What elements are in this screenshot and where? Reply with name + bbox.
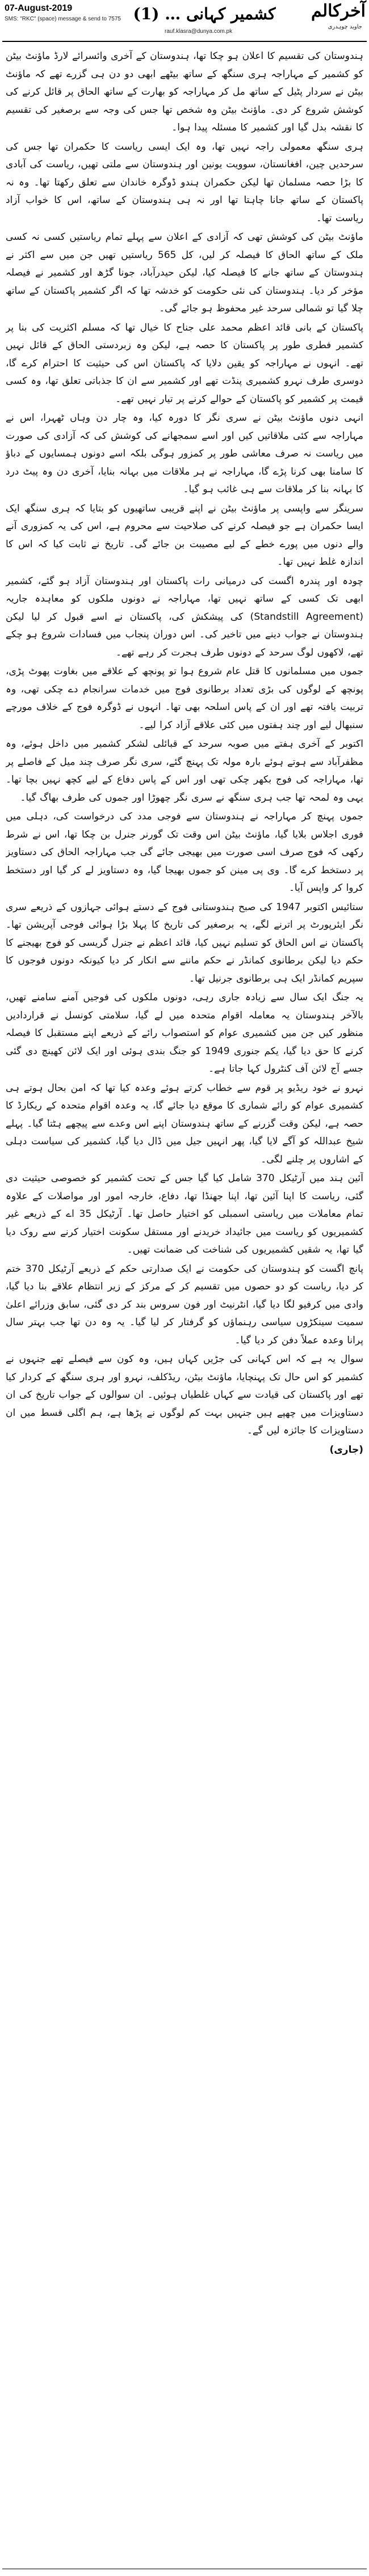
paragraph: ہندوستان کی تقسیم کا اعلان ہو چکا تھا، ہندوستان کے آخری وائسرائے لارڈ ماؤنٹ بیٹن کو کشمیر کے مہاراجہ ہری سنگھ کے ساتھ بیٹھے ابھی دو دن ہی گزرے تھے کہ ماؤنٹ بیٹن نے سردار پٹیل کے ساتھ مل کر مہاراجہ کو بھارت کے ساتھ الحاق پر قائل کرنے کی کوشش شروع کر دی۔ ماؤنٹ بیٹن وہ شخص تھا جس کی وجہ سے برصغیر کی تقسیم کا نقشہ بدل گیا اور کشمیر کا مسئلہ پیدا ہوا۔ bbox=[6, 50, 363, 133]
paragraph: پاکستان کے بانی قائد اعظم محمد علی جناح کا خیال تھا کہ مسلم اکثریت کی بنا پر کشمیر فطری طور پر پاکستان کا حصہ ہے، لیکن وہ زبردستی الحاق کے قائل نہیں تھے۔ انہوں نے مہاراجہ کو یقین دلایا کہ پاکستان اس کی حیثیت کا احترام کرے گا، دوسری طرف نہرو کشمیری پنڈت تھے اور کشمیر سے ان کا جذباتی تعلق تھا، وہ کسی قیمت پر کشمیر کو پاکستان کے حوالے کرنے پر تیار نہیں تھے۔ bbox=[6, 322, 363, 405]
paragraph: چودہ اور پندرہ اگست کی درمیانی رات پاکستان اور ہندوستان آزاد ہو گئے، کشمیر ابھی تک کسی کے ساتھ نہیں تھا، مہاراجہ نے دونوں ملکوں کو معاہدہ جاریہ (Standstill Agreement) کی پیشکش کی، پاکستان نے اسے قبول کر لیا لیکن ہندوستان نے جواب دینے میں تاخیر کی۔ اس دوران پنجاب میں فسادات شروع ہو چکے تھے، لاکھوں لوگ سرحد کے دونوں طرف ہجرت کر رہے تھے۔ bbox=[6, 575, 363, 658]
author-email[interactable]: rauf.klasra@dunya.com.pk bbox=[165, 28, 233, 35]
article-title: کشمیر کہانی … (1) bbox=[133, 5, 276, 23]
column-header bbox=[0, 0, 369, 41]
paragraph: انہی دنوں ماؤنٹ بیٹن نے سری نگر کا دورہ کیا، وہ چار دن وہاں ٹھہرا، اس نے مہاراجہ سے کئی ملاقاتیں کیں اور اسے سمجھانے کی کوشش کی کہ آزادی کی صورت میں ریاست نہ صرف معاشی طور پر کمزور ہوگی بلکہ اسے دونوں ہمسایوں کے دباؤ کا سامنا بھی کرنا پڑے گا، مہاراجہ نے ہر ملاقات میں بہانہ بنایا، آخری دن وہ پیٹ درد کا بہانہ بنا کر ملاقات سے ہی غائب ہو گیا۔ bbox=[6, 412, 363, 495]
publish-date: 07-August-2019 bbox=[5, 3, 73, 13]
article-body bbox=[6, 48, 363, 2565]
header-divider bbox=[2, 41, 367, 42]
paragraph: آئین ہند میں آرٹیکل 370 شامل کیا گیا جس کے تحت کشمیر کو خصوصی حیثیت دی گئی، ریاست کا اپنا آئین تھا، اپنا جھنڈا تھا، دفاع، خارجہ امور اور مواصلات کے علاوہ تمام معاملات میں ریاستی اسمبلی کو اختیار حاصل تھا۔ آرٹیکل 35 اے کے ذریعے غیر کشمیریوں کو ریاست میں جائیداد خریدنے اور مستقل سکونت اختیار کرنے سے روک دیا گیا تھا، یہ شقیں کشمیریوں کی شناخت کی ضمانت تھیں۔ bbox=[6, 1173, 363, 1255]
paragraph: ہری سنگھ معمولی راجہ نہیں تھا، وہ ایک ایسی ریاست کا حکمران تھا جس کی سرحدیں چین، افغانستان، سوویت یونین اور ہندوستان سے ملتی تھیں، ریاست کی آبادی کا بڑا حصہ مسلمان تھا لیکن حکمران ہندو ڈوگرہ خاندان سے تعلق رکھتا تھا۔ وہ نہ پاکستان کے ساتھ جانا چاہتا تھا اور نہ ہی ہندوستان کے ساتھ، اس کا خواب آزاد ریاست تھا۔ bbox=[6, 141, 363, 224]
logo-subtitle: جاوید چوہدری bbox=[328, 24, 362, 30]
paragraph: جموں میں مسلمانوں کا قتل عام شروع ہوا تو پونچھ کے علاقے میں بغاوت پھوٹ پڑی، پونچھ کے لوگوں کی بڑی تعداد برطانوی فوج میں خدمات سرانجام دے چکی تھی، وہ تربیت یافتہ تھے اور ان کے پاس اسلحہ بھی تھا۔ انہوں نے ڈوگرہ فوج کے خلاف مورچے سنبھال لیے اور چند ہفتوں میں کئی علاقے آزاد کرا لیے۔ bbox=[6, 666, 363, 731]
paragraph: ماؤنٹ بیٹن کی کوشش تھی کہ آزادی کے اعلان سے پہلے تمام ریاستیں کسی نہ کسی ملک کے ساتھ الحاق کا فیصلہ کر لیں، کل 565 ریاستیں تھیں جن میں سے اکثر نے ہندوستان کے ساتھ جانے کا فیصلہ کیا، لیکن حیدرآباد، جونا گڑھ اور کشمیر نے فیصلہ مؤخر کر دیا۔ ہندوستان کی نئی حکومت کو خدشہ تھا کہ اگر کشمیر پاکستان کے ساتھ چلا گیا تو شمالی سرحد غیر محفوظ ہو جائے گی۔ bbox=[6, 231, 363, 314]
paragraph: پانچ اگست کو ہندوستان کی حکومت نے ایک صدارتی حکم کے ذریعے آرٹیکل 370 ختم کر دیا، ریاست کو دو حصوں میں تقسیم کر کے مرکز کے زیر انتظام علاقے بنا دیا گیا، وادی میں کرفیو لگا دیا گیا، انٹرنیٹ اور فون سروس بند کر دی گئی، سابق وزرائے اعلیٰ سمیت سینکڑوں سیاسی رہنماؤں کو گرفتار کر لیا گیا۔ یہ وہ دن تھا جب بہتر سال پرانا وعدہ عملاً دفن کر دیا گیا۔ bbox=[6, 1263, 363, 1346]
paragraph: جموں پہنچ کر مہاراجہ نے ہندوستان سے فوجی مدد کی درخواست کی، دہلی میں فوری اجلاس بلایا گیا، ماؤنٹ بیٹن اس وقت تک گورنر جنرل بن چکا تھا، اس نے شرط رکھی کہ فوج صرف اسی صورت میں بھیجی جائے گی جب مہاراجہ الحاق کی دستاویز پر دستخط کرے گا۔ وی پی مینن کو جموں بھیجا گیا، وہ دستاویز لے کر گیا اور دستخط کروا کر واپس آیا۔ bbox=[6, 811, 363, 894]
paragraph: سوال یہ ہے کہ اس کہانی کی جڑیں کہاں ہیں، وہ کون سے فیصلے تھے جنہوں نے کشمیر کو اس حال تک پہنچایا، ماؤنٹ بیٹن، ریڈکلف، نہرو اور ہری سنگھ کے کردار کیا تھے اور پاکستان کی قیادت سے کہاں غلطیاں ہوئیں۔ ان سوالوں کے جواب تاریخ کی ان دستاویزات میں چھپے ہیں جنہیں بہت کم لوگوں نے پڑھا ہے، ہم اگلی قسط میں ان دستاویزات کا جائزہ لیں گے۔ bbox=[6, 1353, 363, 1436]
paragraph: ستائیس اکتوبر 1947 کی صبح ہندوستانی فوج کے دستے ہوائی جہازوں کے ذریعے سری نگر ایئرپورٹ پر اترنے لگے، یہ برصغیر کی تاریخ کا پہلا بڑا ہوائی فوجی آپریشن تھا۔ پاکستان نے اس الحاق کو تسلیم نہیں کیا، قائد اعظم نے جنرل گریسی کو فوج بھیجنے کا حکم دیا لیکن برطانوی کمانڈر نے حکم ماننے سے انکار کر دیا کیونکہ دونوں فوجوں کا سپریم کمانڈر ایک ہی برطانوی جرنیل تھا۔ bbox=[6, 901, 363, 984]
column-logo bbox=[295, 1, 366, 35]
paragraph: یہ جنگ ایک سال سے زیادہ جاری رہی، دونوں ملکوں کی فوجیں آمنے سامنے تھیں، بالآخر ہندوستان یہ معاملہ اقوام متحدہ میں لے گیا، سلامتی کونسل نے قراردادیں منظور کیں جن میں کشمیری عوام کو استصواب رائے کے ذریعے اپنے مستقبل کا فیصلہ کرنے کا حق دیا گیا، یکم جنوری 1949 کو جنگ بندی ہوئی اور ایک لائن کھینچ دی گئی جسے آج لائن آف کنٹرول کہا جاتا ہے۔ bbox=[6, 992, 363, 1075]
paragraph: اکتوبر کے آخری ہفتے میں صوبہ سرحد کے قبائلی لشکر کشمیر میں داخل ہوئے، وہ مظفرآباد سے ہوتے ہوئے بارہ مولہ تک پہنچ گئے، سری نگر صرف چند میل کے فاصلے پر تھا، مہاراجہ کی فوج بکھر چکی تھی اور اس کے پاس دفاع کے لیے کچھ نہیں بچا تھا۔ یہی وہ لمحہ تھا جب ہری سنگھ نے سری نگر چھوڑا اور جموں کی طرف بھاگ گیا۔ bbox=[6, 738, 363, 803]
paragraph: نہرو نے خود ریڈیو پر قوم سے خطاب کرتے ہوئے وعدہ کیا تھا کہ امن بحال ہوتے ہی کشمیری عوام کو رائے شماری کا موقع دیا جائے گا، یہ وعدہ اقوام متحدہ کے ریکارڈ کا حصہ ہے، لیکن وقت گزرنے کے ساتھ ہندوستان اپنے اس وعدے سے پیچھے ہٹتا گیا۔ پہلے شیخ عبداللہ کو آگے لایا گیا، پھر انہیں جیل میں ڈال دیا گیا، کشمیر کی سیاست دہلی کے اشاروں پر چلنے لگی۔ bbox=[6, 1082, 363, 1165]
logo-title: آخرکالم bbox=[311, 1, 366, 21]
continued-note: (جاری) bbox=[329, 1444, 363, 1456]
paragraph: سرینگر سے واپسی پر ماؤنٹ بیٹن نے اپنے قریبی ساتھیوں کو بتایا کہ ہری سنگھ ایک ایسا حکمران ہے جو فیصلہ کرنے کی صلاحیت سے محروم ہے، اس کی یہ کمزوری آنے والے دنوں میں پورے خطے کے لیے مصیبت بن جائے گی۔ تاریخ نے ثابت کیا کہ اس کا اندازہ غلط نہیں تھا۔ bbox=[6, 502, 363, 568]
sms-info: SMS: "RKC" (space) message & send to 7575 bbox=[5, 16, 121, 22]
header-meta bbox=[5, 3, 121, 22]
